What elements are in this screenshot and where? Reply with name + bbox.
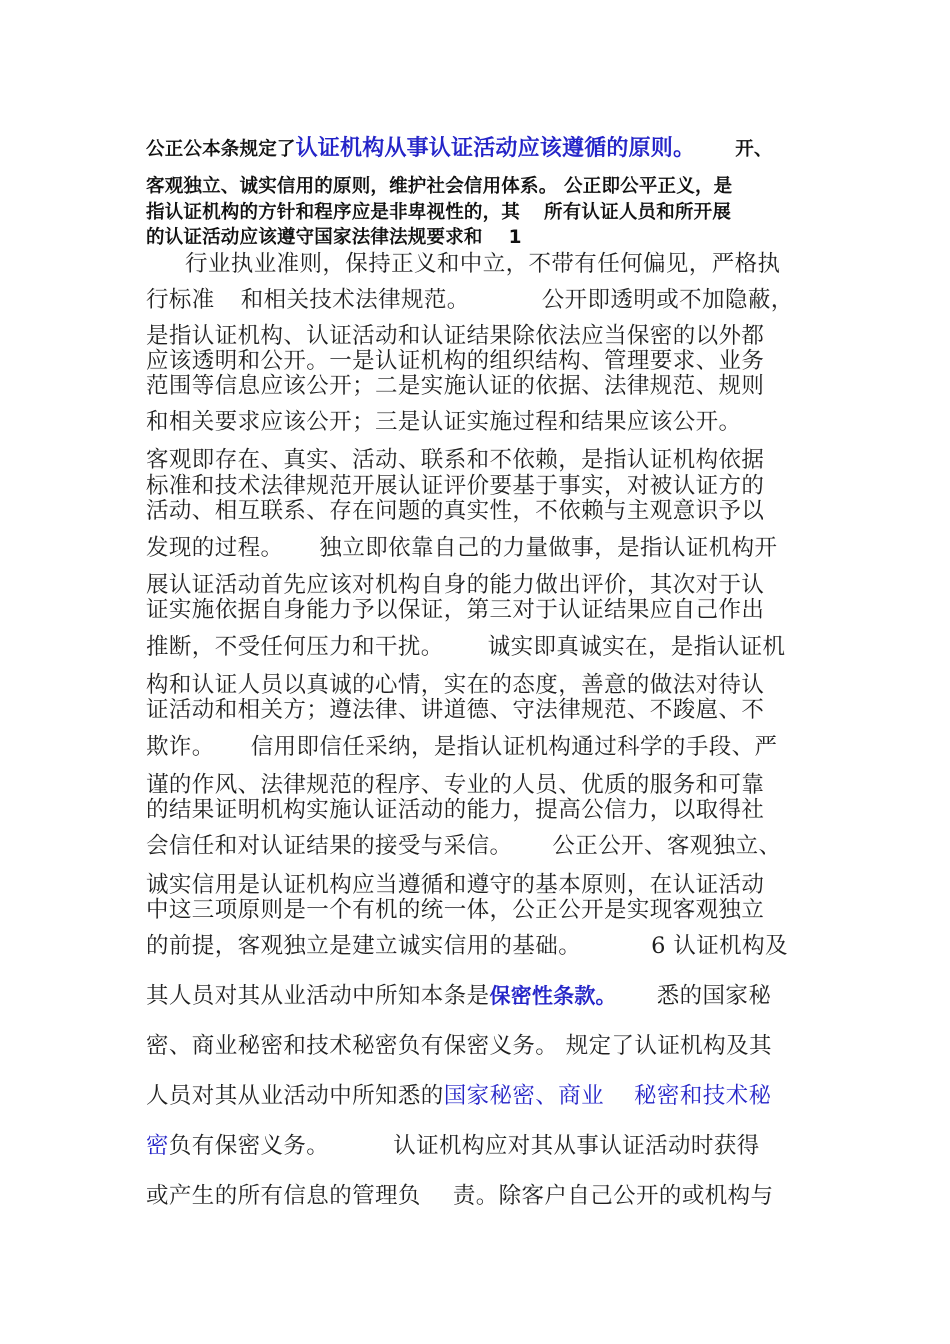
text-span: 1 <box>508 227 522 248</box>
text-line: 的结果证明机构实施认证活动的能力，提高公信力，以取得社 <box>146 797 765 823</box>
text-span: 信用即信任采纳，是指认证机构通过科学的手段、严 <box>250 734 778 760</box>
text-span: 的前提，客观独立是建立诚实信用的基础。 <box>146 933 582 959</box>
text-span: 欺诈。 <box>146 734 215 760</box>
text-line: 客观即存在、真实、活动、联系和不依赖，是指认证机构依据 <box>146 447 765 473</box>
text-span: 人员对其从业活动中所知悉的 <box>146 1083 444 1109</box>
text-line <box>146 931 810 961</box>
text-span: 的认证活动应该遵守国家法律法规要求和 <box>146 227 483 248</box>
text-span: 或产生的所有信息的管理负 <box>146 1183 421 1209</box>
text-line <box>146 981 810 1011</box>
text-span: 发现的过程。 <box>146 535 284 561</box>
text-span: 6 认证机构及 <box>651 933 788 959</box>
text-span: 诚实即真诚实在，是指认证机 <box>487 634 786 660</box>
text-span: 开、 <box>735 139 773 160</box>
text-span: 行标准 <box>146 287 215 313</box>
text-span: 认证机构应对其从事认证活动时获得 <box>393 1133 760 1159</box>
text-span: 其人员对其从业活动中所知本条是 <box>146 983 490 1009</box>
highlighted-term: 国家秘密、商业 <box>443 1083 605 1109</box>
text-line: 谨的作风、法律规范的程序、专业的人员、优质的服务和可靠 <box>146 772 765 798</box>
text-span: 负有保密义务。 <box>168 1133 330 1159</box>
text-line: 活动、相互联系、存在问题的真实性，不依赖与主观意识予以 <box>146 498 765 524</box>
text-line <box>146 285 810 315</box>
text-line: 构和认证人员以真诚的心情，实在的态度，善意的做法对待认 <box>146 672 765 698</box>
highlighted-term: 密 <box>146 1133 169 1159</box>
text-line <box>146 533 810 563</box>
text-line: 标准和技术法律规范开展认证评价要基于事实，对被认证方的 <box>146 473 765 499</box>
text-span: 公开即透明或不加隐蔽， <box>541 287 794 313</box>
text-line: 密、商业秘密和技术秘密负有保密义务。 规定了认证机构及其 <box>146 1033 772 1059</box>
text-line: 客观独立、诚实信用的原则，维护社会信用体系。 公正即公平正义，是 <box>146 176 733 197</box>
text-line: 证实施依据自身能力予以保证，第三对于认证结果应自己作出 <box>146 597 765 623</box>
text-span: 推断，不受任何压力和干扰。 <box>146 634 444 660</box>
text-span: 和相关技术法律规范。 <box>240 287 470 313</box>
text-line <box>146 134 810 165</box>
text-line <box>146 1131 810 1161</box>
text-line <box>146 1081 810 1111</box>
text-line: 和相关要求应该公开；三是认证实施过程和结果应该公开。 <box>146 409 742 435</box>
text-span: 悉的国家秘 <box>656 983 772 1009</box>
text-line <box>146 1181 810 1211</box>
text-span: 会信任和对认证结果的接受与采信。 <box>146 833 513 859</box>
text-span: 责。除客户自己公开的或机构与 <box>452 1183 774 1209</box>
text-line: 展认证活动首先应该对机构自身的能力做出评价，其次对于认 <box>146 572 765 598</box>
text-line <box>146 831 810 861</box>
text-line: 行业执业准则，保持正义和中立，不带有任何偏见，严格执 <box>185 251 781 277</box>
text-line: 诚实信用是认证机构应当遵循和遵守的基本原则，在认证活动 <box>146 872 765 898</box>
text-span: 指认证机构的方针和程序应是非卑视性的，其 <box>146 202 521 223</box>
text-line <box>146 732 810 762</box>
text-span: 公正公本条规定了 <box>146 139 296 160</box>
text-span: 所有认证人员和所开展 <box>544 202 732 223</box>
text-span: 独立即依靠自己的力量做事，是指认证机构开 <box>319 535 778 561</box>
text-line <box>146 632 810 662</box>
highlighted-term: 秘密和技术秘 <box>634 1083 772 1109</box>
text-span: 公正公开、客观独立、 <box>552 833 782 859</box>
highlighted-heading: 认证机构从事认证活动应该遵循的原则。 <box>295 136 696 161</box>
text-line: 中这三项原则是一个有机的统一体，公正公开是实现客观独立 <box>146 897 765 923</box>
text-line: 范围等信息应该公开；二是实施认证的依据、法律规范、规则 <box>146 373 765 399</box>
text-line: 是指认证机构、认证活动和认证结果除依法应当保密的以外都 <box>146 323 765 349</box>
text-line: 应该透明和公开。一是认证机构的组织结构、管理要求、业务 <box>146 348 765 374</box>
text-line: 证活动和相关方；遵法律、讲道德、守法律规范、不踆扈、不 <box>146 697 765 723</box>
highlighted-term: 保密性条款。 <box>489 984 617 1008</box>
